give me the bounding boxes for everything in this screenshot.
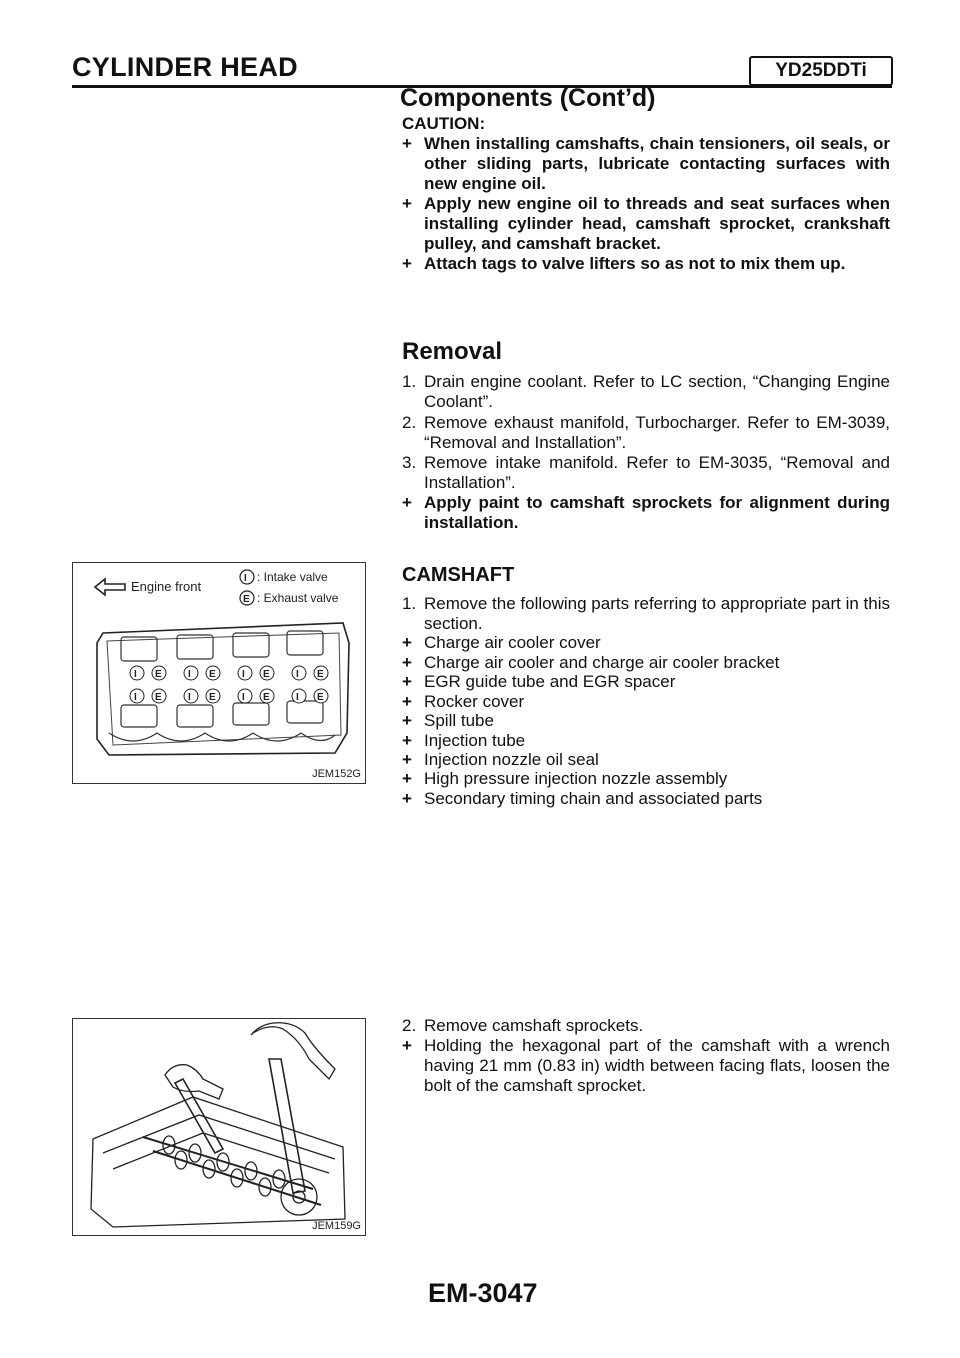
caution-text: Attach tags to valve lifters so as not to mix them up. (424, 254, 846, 273)
bullet-marker: + (402, 731, 412, 750)
svg-text:I: I (134, 692, 137, 703)
svg-text:I: I (296, 692, 299, 703)
valve-row-upper (130, 666, 328, 680)
step-number: 1. (402, 594, 417, 613)
part-item (402, 653, 890, 673)
page-subtitle: Components (Cont’d) (400, 84, 656, 112)
part-item (402, 633, 890, 653)
engine-front-label: Engine front (131, 579, 202, 594)
svg-text:I: I (242, 669, 245, 680)
step-number: 3. (402, 453, 417, 472)
caution-item (402, 254, 890, 274)
removal-step (402, 453, 890, 493)
camshaft-step (402, 594, 890, 634)
hand-lower (165, 1065, 223, 1099)
svg-text:E: E (209, 692, 216, 703)
caution-text: Apply new engine oil to threads and seat surfaces when installing cylinder head, camshaft sprocket, crankshaft pulley, and camshaft bracket. (424, 194, 890, 253)
step-text: Remove the following parts referring to appropriate part in this section. (424, 594, 890, 633)
caution-label: CAUTION: (402, 114, 486, 133)
note-text: Apply paint to camshaft sprockets for alignment during installation. (424, 493, 890, 532)
bullet-marker: + (402, 789, 412, 808)
note-text: Holding the hexagonal part of the camshaft with a wrench having 21 mm (0.83 in) width between facing flats, loosen the bolt of the camshaft sprocket. (424, 1036, 890, 1095)
part-item (402, 731, 890, 751)
part-text: EGR guide tube and EGR spacer (424, 672, 676, 691)
part-item (402, 750, 890, 770)
camshaft-sprocket-removal-figure (72, 1018, 366, 1236)
wrench-removal-drawing (73, 1019, 365, 1235)
part-item (402, 769, 890, 789)
bullet-marker: + (402, 711, 412, 730)
caution-item (402, 134, 890, 194)
part-item (402, 789, 890, 809)
svg-text:E: E (209, 669, 216, 680)
svg-text:E: E (263, 669, 270, 680)
step-note (402, 1036, 890, 1096)
svg-text:E: E (317, 692, 324, 703)
hand-upper (251, 1023, 335, 1079)
svg-text:E: E (317, 669, 324, 680)
step-text: Remove exhaust manifold, Turbocharger. Refer to EM-3039, “Removal and Installation”. (424, 413, 890, 452)
section-title: CYLINDER HEAD (72, 52, 298, 82)
engine-model-tag: YD25DDTi (749, 56, 893, 86)
step-number: 2. (402, 413, 417, 432)
page-number: EM-3047 (428, 1278, 538, 1308)
caution-item (402, 194, 890, 254)
bullet-marker: + (402, 1036, 412, 1055)
svg-text:E: E (263, 692, 270, 703)
camshaft-heading: CAMSHAFT (402, 564, 515, 586)
svg-text:I: I (188, 669, 191, 680)
step-text: Drain engine coolant. Refer to LC section, “Changing Engine Coolant”. (424, 372, 890, 411)
part-item (402, 711, 890, 731)
svg-text:I: I (134, 669, 137, 680)
camshaft-brackets (109, 631, 335, 741)
removal-step (402, 372, 890, 412)
svg-text:E: E (155, 669, 162, 680)
bullet-marker: + (402, 750, 412, 769)
svg-text:I: I (296, 669, 299, 680)
intake-symbol-letter: I (244, 573, 247, 584)
svg-text:E: E (155, 692, 162, 703)
part-text: Injection tube (424, 731, 526, 750)
part-text: Injection nozzle oil seal (424, 750, 599, 769)
figure-code: JEM152G (312, 768, 361, 780)
part-text: High pressure injection nozzle assembly (424, 769, 728, 788)
bullet-marker: + (402, 653, 412, 672)
intake-symbol-icon (240, 570, 254, 584)
part-text: Charge air cooler and charge air cooler bracket (424, 653, 780, 672)
part-text: Spill tube (424, 711, 494, 730)
valve-layout-drawing (73, 563, 365, 783)
figure-code: JEM159G (312, 1220, 361, 1232)
removal-heading: Removal (402, 338, 503, 365)
exhaust-symbol-letter: E (243, 594, 250, 605)
intake-legend-label: : Intake valve (257, 570, 328, 584)
removal-step (402, 413, 890, 453)
bullet-marker: + (402, 194, 412, 213)
part-text: Rocker cover (424, 692, 525, 711)
bullet-marker: + (402, 134, 412, 153)
part-item (402, 672, 890, 692)
camshaft-step (402, 1016, 890, 1036)
exhaust-legend-label: : Exhaust valve (257, 591, 339, 605)
step-text: Remove camshaft sprockets. (424, 1016, 644, 1035)
cylinder-head-inner-outline (107, 633, 341, 745)
part-text: Secondary timing chain and associated parts (424, 789, 763, 808)
bullet-marker: + (402, 493, 412, 512)
camshaft-line (153, 1151, 321, 1205)
arrow-left-icon (95, 579, 125, 595)
part-item (402, 692, 890, 712)
removal-note (402, 493, 890, 533)
bullet-marker: + (402, 254, 412, 273)
svg-text:I: I (188, 692, 191, 703)
step-number: 1. (402, 372, 417, 391)
valve-layout-figure (72, 562, 366, 784)
step-number: 2. (402, 1016, 417, 1035)
svg-text:I: I (242, 692, 245, 703)
bullet-marker: + (402, 672, 412, 691)
bullet-marker: + (402, 769, 412, 788)
bullet-marker: + (402, 633, 412, 652)
valve-row-lower (130, 689, 328, 703)
bullet-marker: + (402, 692, 412, 711)
part-text: Charge air cooler cover (424, 633, 601, 652)
step-text: Remove intake manifold. Refer to EM-3035, “Removal and Installation”. (424, 453, 890, 492)
caution-text: When installing camshafts, chain tensioners, oil seals, or other sliding parts, lubricate contacting surfaces with new engine oil. (424, 134, 890, 193)
